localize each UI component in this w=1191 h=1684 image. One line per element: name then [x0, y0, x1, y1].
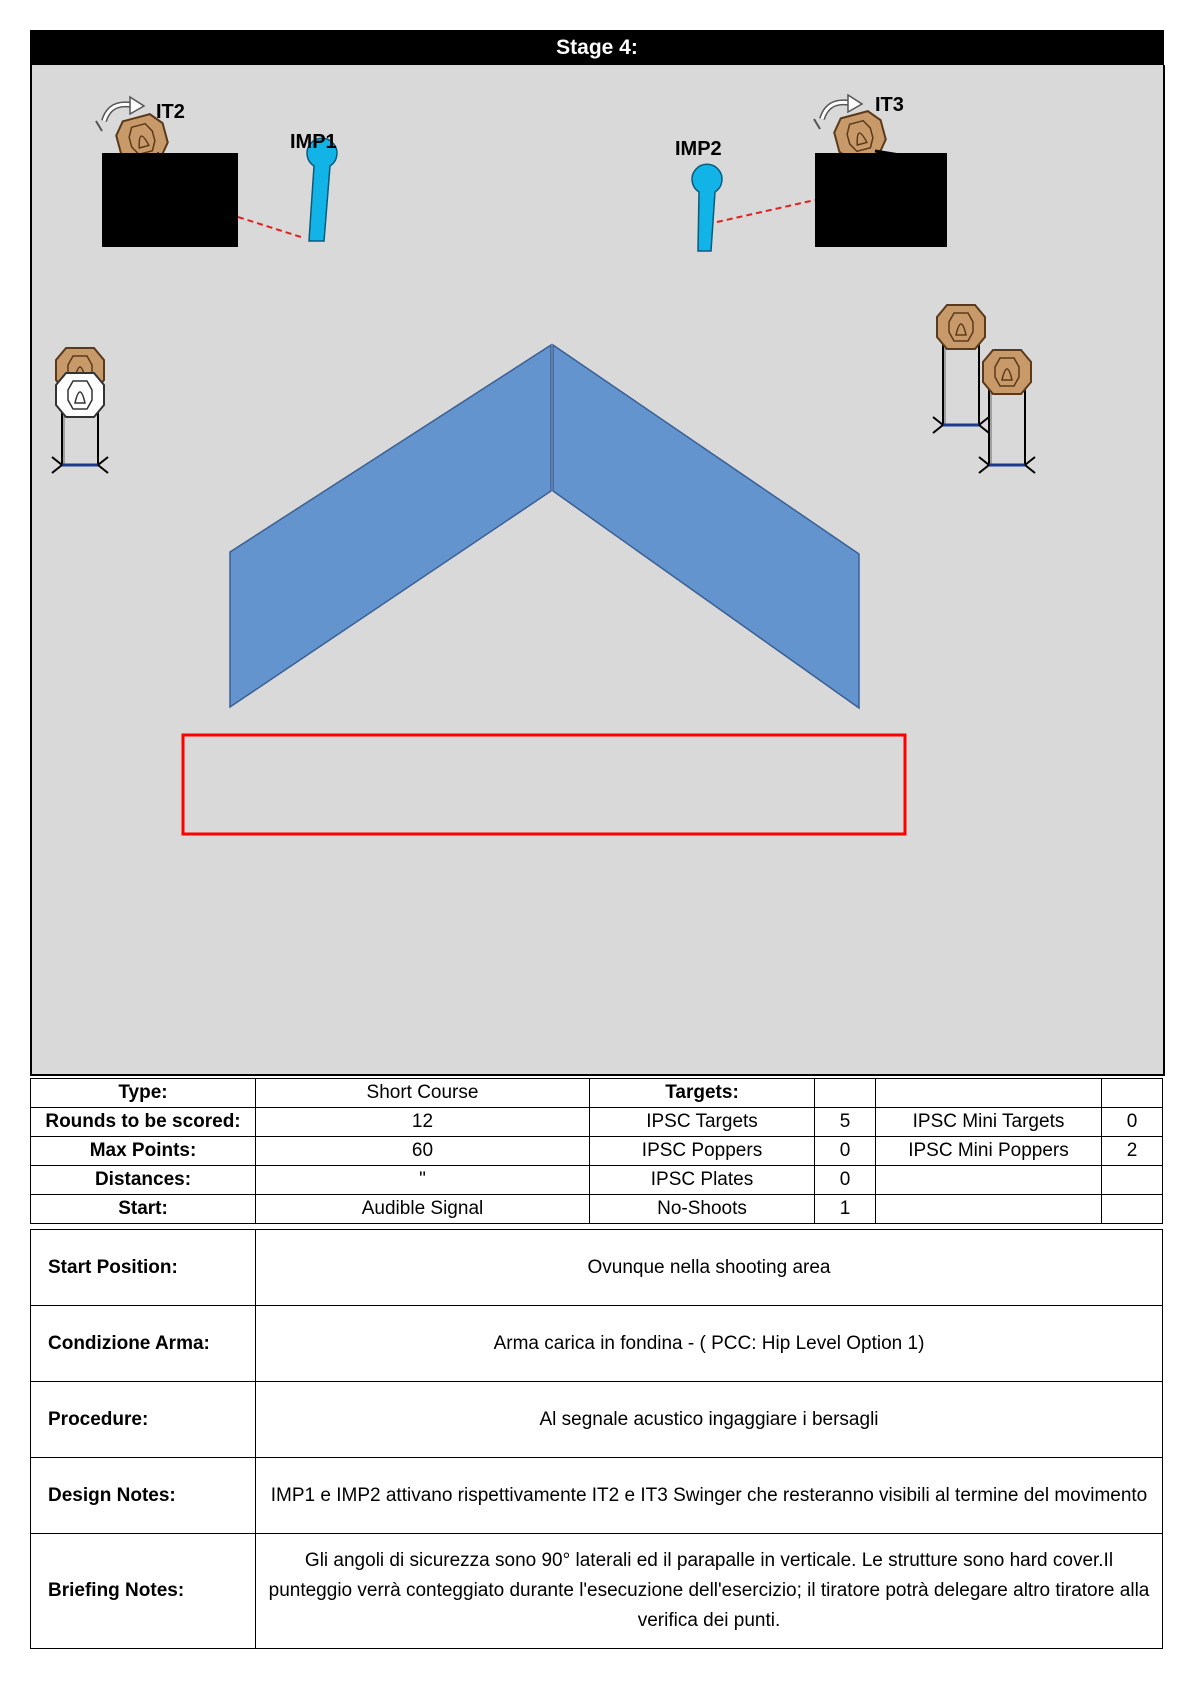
hard-cover-right — [815, 153, 947, 247]
label-it3: IT3 — [875, 94, 904, 116]
mini-targets-value: 0 — [1102, 1108, 1163, 1137]
target-left-with-no-shoot — [52, 348, 108, 473]
targets-header: Targets: — [590, 1079, 815, 1108]
start-position-label: Start Position: — [31, 1230, 256, 1306]
rounds-label: Rounds to be scored: — [31, 1108, 256, 1137]
empty-cell — [876, 1166, 1102, 1195]
max-points-label: Max Points: — [31, 1137, 256, 1166]
label-imp2: IMP2 — [675, 138, 722, 160]
no-shoots-value: 1 — [815, 1195, 876, 1224]
ipsc-poppers-label: IPSC Poppers — [590, 1137, 815, 1166]
distances-label: Distances: — [31, 1166, 256, 1195]
popper-imp1 — [307, 138, 337, 241]
condizione-value: Arma carica in fondina - ( PCC: Hip Level Option 1) — [256, 1306, 1163, 1382]
popper-imp2 — [692, 164, 722, 251]
target-right-lower — [979, 350, 1035, 473]
design-notes-value: IMP1 e IMP2 attivano rispettivamente IT2 e IT3 Swinger che resteranno visibili al termine del movimento — [256, 1458, 1163, 1534]
shooting-area — [183, 735, 905, 834]
max-points-value: 60 — [256, 1137, 590, 1166]
design-notes-label: Design Notes: — [31, 1458, 256, 1534]
stage-diagram — [30, 65, 1165, 1076]
empty-cell — [1102, 1166, 1163, 1195]
ipsc-plates-value: 0 — [815, 1166, 876, 1195]
empty-cell — [876, 1079, 1102, 1108]
notes-row-procedure — [31, 1382, 1163, 1458]
rounds-value: 12 — [256, 1108, 590, 1137]
empty-cell — [815, 1079, 876, 1108]
stage-title: Stage 4: — [30, 30, 1164, 65]
info-row-start — [31, 1195, 1163, 1224]
mini-targets-label: IPSC Mini Targets — [876, 1108, 1102, 1137]
procedure-label: Procedure: — [31, 1382, 256, 1458]
start-position-value: Ovunque nella shooting area — [256, 1230, 1163, 1306]
start-value: Audible Signal — [256, 1195, 590, 1224]
no-shoots-label: No-Shoots — [590, 1195, 815, 1224]
notes-row-design — [31, 1458, 1163, 1534]
stage-notes-table — [30, 1229, 1163, 1649]
mini-poppers-label: IPSC Mini Poppers — [876, 1137, 1102, 1166]
info-row-rounds — [31, 1108, 1163, 1137]
label-it2: IT2 — [156, 101, 185, 123]
briefing-notes-label: Briefing Notes: — [31, 1534, 256, 1649]
notes-row-condizione — [31, 1306, 1163, 1382]
ipsc-targets-label: IPSC Targets — [590, 1108, 815, 1137]
ipsc-poppers-value: 0 — [815, 1137, 876, 1166]
empty-cell — [1102, 1079, 1163, 1108]
activation-line-imp1 — [238, 217, 304, 238]
target-right-upper — [933, 305, 989, 433]
type-label: Type: — [31, 1079, 256, 1108]
distances-value: " — [256, 1166, 590, 1195]
notes-row-start-position — [31, 1230, 1163, 1306]
hard-cover-left — [102, 153, 238, 247]
briefing-notes-value: Gli angoli di sicurezza sono 90° laterali ed il parapalle in verticale. Le strutture sono hard cover.Il punteggio verrà conteggiato durante l'esecuzione dell'esercizio; il tiratore potrà delegare altro tiratore alla verifica dei punti. — [256, 1534, 1163, 1649]
empty-cell — [1102, 1195, 1163, 1224]
notes-row-briefing — [31, 1534, 1163, 1649]
start-label: Start: — [31, 1195, 256, 1224]
label-imp1: IMP1 — [290, 131, 337, 153]
ipsc-plates-label: IPSC Plates — [590, 1166, 815, 1195]
condizione-label: Condizione Arma: — [31, 1306, 256, 1382]
mini-poppers-value: 2 — [1102, 1137, 1163, 1166]
wall-right — [553, 345, 859, 708]
empty-cell — [876, 1195, 1102, 1224]
activation-line-imp2 — [717, 200, 815, 222]
stage-diagram-canvas — [32, 65, 1163, 1074]
info-row-distances — [31, 1166, 1163, 1195]
info-row-max-points — [31, 1137, 1163, 1166]
stage-info-table — [30, 1078, 1163, 1224]
wall-left — [230, 345, 551, 707]
ipsc-targets-value: 5 — [815, 1108, 876, 1137]
info-row-type — [31, 1079, 1163, 1108]
procedure-value: Al segnale acustico ingaggiare i bersagli — [256, 1382, 1163, 1458]
type-value: Short Course — [256, 1079, 590, 1108]
